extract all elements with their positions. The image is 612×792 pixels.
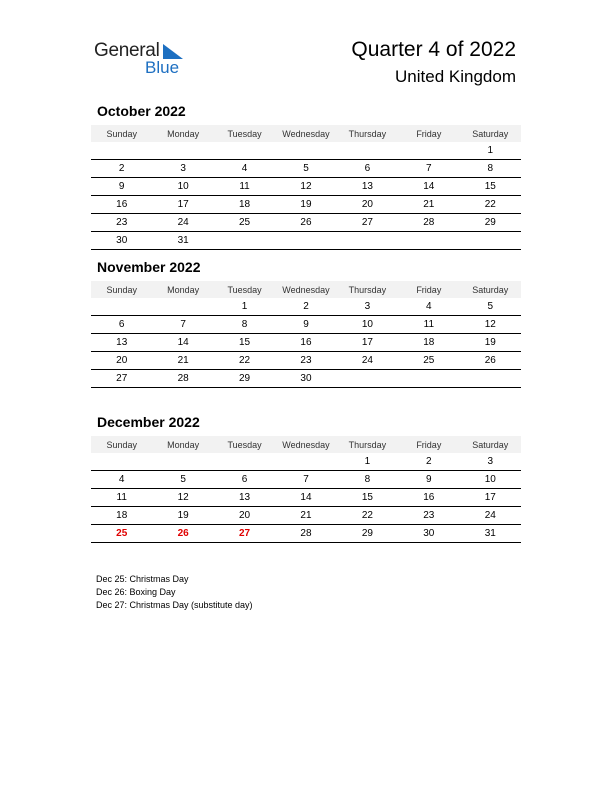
weekday-header: Sunday <box>91 436 152 453</box>
day-cell: 4 <box>91 471 152 489</box>
day-cell <box>152 142 213 160</box>
weekday-header: Wednesday <box>275 436 336 453</box>
day-cell: 6 <box>337 160 398 178</box>
day-cell: 2 <box>275 298 336 316</box>
week-row <box>91 178 521 196</box>
day-cell: 15 <box>337 489 398 507</box>
day-cell: 14 <box>398 178 459 196</box>
day-cell: 20 <box>214 507 275 525</box>
day-cell: 30 <box>91 232 152 250</box>
day-cell: 23 <box>398 507 459 525</box>
week-row <box>91 334 521 352</box>
page-title: Quarter 4 of 2022 <box>351 38 516 61</box>
day-cell: 11 <box>91 489 152 507</box>
day-cell <box>398 142 459 160</box>
weekday-header: Sunday <box>91 125 152 142</box>
week-row <box>91 160 521 178</box>
day-cell: 12 <box>460 316 521 334</box>
day-cell <box>91 298 152 316</box>
day-cell <box>337 370 398 388</box>
day-cell <box>460 232 521 250</box>
holiday-note: Dec 27: Christmas Day (substitute day) <box>96 600 253 610</box>
day-cell: 16 <box>91 196 152 214</box>
holiday-note: Dec 26: Boxing Day <box>96 587 176 597</box>
day-cell: 27 <box>91 370 152 388</box>
weekday-header: Thursday <box>337 125 398 142</box>
day-cell: 10 <box>152 178 213 196</box>
day-cell <box>275 142 336 160</box>
day-cell: 19 <box>152 507 213 525</box>
day-cell: 22 <box>460 196 521 214</box>
day-cell: 23 <box>91 214 152 232</box>
day-cell: 8 <box>337 471 398 489</box>
weekday-header: Saturday <box>460 125 521 142</box>
day-cell: 3 <box>460 453 521 471</box>
day-cell: 7 <box>398 160 459 178</box>
day-cell: 22 <box>214 352 275 370</box>
weekday-header: Tuesday <box>214 436 275 453</box>
day-cell: 24 <box>460 507 521 525</box>
calendar-table <box>91 281 521 388</box>
day-cell: 29 <box>214 370 275 388</box>
weekday-header: Tuesday <box>214 125 275 142</box>
calendar-table <box>91 436 521 543</box>
day-cell: 26 <box>152 525 213 543</box>
day-cell: 21 <box>398 196 459 214</box>
day-cell <box>337 142 398 160</box>
day-cell: 26 <box>275 214 336 232</box>
day-cell: 17 <box>460 489 521 507</box>
day-cell: 2 <box>398 453 459 471</box>
day-cell: 5 <box>460 298 521 316</box>
day-cell: 23 <box>275 352 336 370</box>
day-cell: 20 <box>337 196 398 214</box>
day-cell: 31 <box>460 525 521 543</box>
day-cell: 29 <box>337 525 398 543</box>
weekday-header: Friday <box>398 125 459 142</box>
day-cell: 16 <box>398 489 459 507</box>
weekday-header: Wednesday <box>275 125 336 142</box>
day-cell: 25 <box>91 525 152 543</box>
weekday-header-row <box>91 281 521 298</box>
day-cell <box>214 453 275 471</box>
day-cell <box>152 453 213 471</box>
day-cell: 18 <box>91 507 152 525</box>
day-cell: 3 <box>337 298 398 316</box>
weekday-header: Thursday <box>337 281 398 298</box>
month-title: December 2022 <box>97 414 200 430</box>
day-cell: 17 <box>152 196 213 214</box>
day-cell: 22 <box>337 507 398 525</box>
weekday-header: Wednesday <box>275 281 336 298</box>
week-row <box>91 214 521 232</box>
day-cell: 9 <box>275 316 336 334</box>
day-cell: 19 <box>275 196 336 214</box>
day-cell: 9 <box>398 471 459 489</box>
day-cell: 18 <box>214 196 275 214</box>
day-cell: 6 <box>214 471 275 489</box>
holiday-notes <box>96 573 253 612</box>
day-cell: 3 <box>152 160 213 178</box>
day-cell <box>460 370 521 388</box>
day-cell: 13 <box>91 334 152 352</box>
day-cell: 25 <box>398 352 459 370</box>
weekday-header: Monday <box>152 281 213 298</box>
day-cell: 19 <box>460 334 521 352</box>
day-cell: 18 <box>398 334 459 352</box>
calendar-table <box>91 125 521 250</box>
day-cell: 8 <box>460 160 521 178</box>
day-cell: 28 <box>275 525 336 543</box>
day-cell: 17 <box>337 334 398 352</box>
week-row <box>91 352 521 370</box>
day-cell: 6 <box>91 316 152 334</box>
day-cell: 7 <box>275 471 336 489</box>
weekday-header: Saturday <box>460 281 521 298</box>
month-november <box>91 259 521 388</box>
day-cell <box>275 453 336 471</box>
week-row <box>91 453 521 471</box>
day-cell: 4 <box>398 298 459 316</box>
day-cell: 11 <box>214 178 275 196</box>
day-cell <box>337 232 398 250</box>
day-cell: 12 <box>275 178 336 196</box>
day-cell: 31 <box>152 232 213 250</box>
week-row <box>91 489 521 507</box>
day-cell: 4 <box>214 160 275 178</box>
week-row <box>91 196 521 214</box>
day-cell: 21 <box>152 352 213 370</box>
day-cell: 16 <box>275 334 336 352</box>
day-cell: 14 <box>152 334 213 352</box>
day-cell <box>152 298 213 316</box>
day-cell: 27 <box>214 525 275 543</box>
weekday-header-row <box>91 436 521 453</box>
day-cell: 12 <box>152 489 213 507</box>
week-row <box>91 507 521 525</box>
day-cell: 26 <box>460 352 521 370</box>
brand-logo <box>94 40 194 80</box>
day-cell: 1 <box>337 453 398 471</box>
weekday-header-row <box>91 125 521 142</box>
day-cell <box>398 232 459 250</box>
weekday-header: Tuesday <box>214 281 275 298</box>
week-row <box>91 370 521 388</box>
week-row <box>91 142 521 160</box>
day-cell: 15 <box>460 178 521 196</box>
day-cell: 20 <box>91 352 152 370</box>
week-row <box>91 298 521 316</box>
page-subtitle: United Kingdom <box>395 67 516 86</box>
day-cell: 14 <box>275 489 336 507</box>
day-cell: 9 <box>91 178 152 196</box>
week-row <box>91 525 521 543</box>
week-row <box>91 471 521 489</box>
day-cell: 1 <box>214 298 275 316</box>
day-cell: 1 <box>460 142 521 160</box>
day-cell <box>275 232 336 250</box>
day-cell: 24 <box>152 214 213 232</box>
week-row <box>91 232 521 250</box>
weekday-header: Monday <box>152 436 213 453</box>
month-title: November 2022 <box>97 259 201 275</box>
weekday-header: Friday <box>398 436 459 453</box>
day-cell: 13 <box>214 489 275 507</box>
day-cell: 13 <box>337 178 398 196</box>
weekday-header: Sunday <box>91 281 152 298</box>
week-row <box>91 316 521 334</box>
holiday-note: Dec 25: Christmas Day <box>96 574 189 584</box>
day-cell: 7 <box>152 316 213 334</box>
day-cell: 27 <box>337 214 398 232</box>
day-cell <box>91 142 152 160</box>
brand-word-general: General <box>94 40 160 61</box>
day-cell: 10 <box>337 316 398 334</box>
day-cell: 5 <box>152 471 213 489</box>
month-title: October 2022 <box>97 103 186 119</box>
day-cell: 30 <box>398 525 459 543</box>
day-cell <box>214 232 275 250</box>
day-cell: 2 <box>91 160 152 178</box>
day-cell: 24 <box>337 352 398 370</box>
day-cell: 10 <box>460 471 521 489</box>
weekday-header: Saturday <box>460 436 521 453</box>
day-cell: 21 <box>275 507 336 525</box>
brand-word-blue: Blue <box>145 58 180 77</box>
day-cell: 28 <box>398 214 459 232</box>
day-cell <box>214 142 275 160</box>
weekday-header: Thursday <box>337 436 398 453</box>
month-october <box>91 103 521 250</box>
day-cell <box>398 370 459 388</box>
day-cell: 5 <box>275 160 336 178</box>
day-cell: 25 <box>214 214 275 232</box>
day-cell: 28 <box>152 370 213 388</box>
day-cell <box>91 453 152 471</box>
day-cell: 15 <box>214 334 275 352</box>
day-cell: 30 <box>275 370 336 388</box>
day-cell: 11 <box>398 316 459 334</box>
month-december <box>91 414 521 543</box>
day-cell: 29 <box>460 214 521 232</box>
weekday-header: Monday <box>152 125 213 142</box>
weekday-header: Friday <box>398 281 459 298</box>
day-cell: 8 <box>214 316 275 334</box>
